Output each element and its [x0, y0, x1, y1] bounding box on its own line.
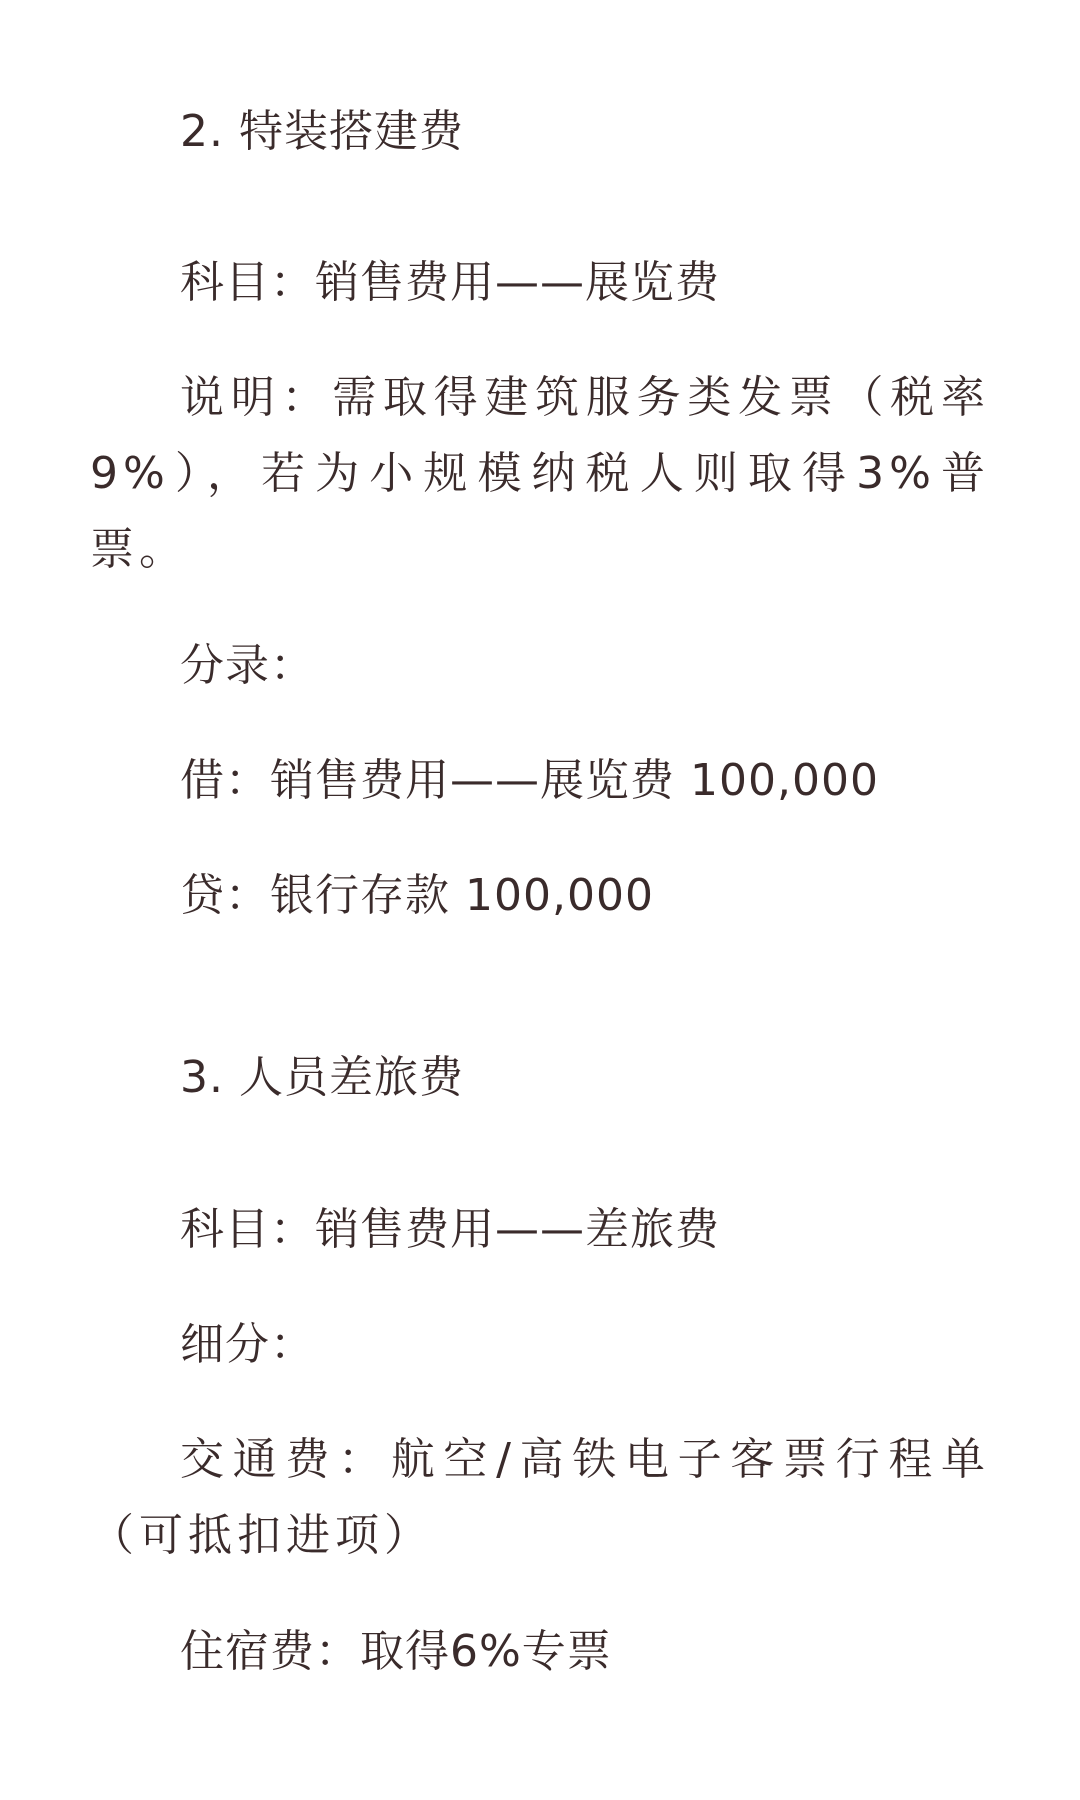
section-3-heading: 3. 人员差旅费 — [180, 1052, 464, 1103]
section-3-transport-fee: 交通费：航空/高铁电子客票行程单（可抵扣进项） — [90, 1434, 990, 1561]
section-2-explanation: 说明：需取得建筑服务类发票（税率9%），若为小规模纳税人则取得3%普票。 — [90, 372, 990, 575]
section-2-subject: 科目：销售费用——展览费 — [180, 257, 720, 308]
section-2-debit-entry: 借：销售费用——展览费 100,000 — [180, 755, 879, 806]
section-3-lodging-fee: 住宿费：取得6%专票 — [180, 1626, 612, 1677]
section-2-heading: 2. 特装搭建费 — [180, 106, 464, 157]
section-2-credit-entry: 贷：银行存款 100,000 — [180, 870, 654, 921]
section-2-entry-label: 分录： — [180, 640, 315, 691]
section-3-breakdown-label: 细分： — [180, 1319, 315, 1370]
section-3-subject: 科目：销售费用——差旅费 — [180, 1204, 720, 1255]
